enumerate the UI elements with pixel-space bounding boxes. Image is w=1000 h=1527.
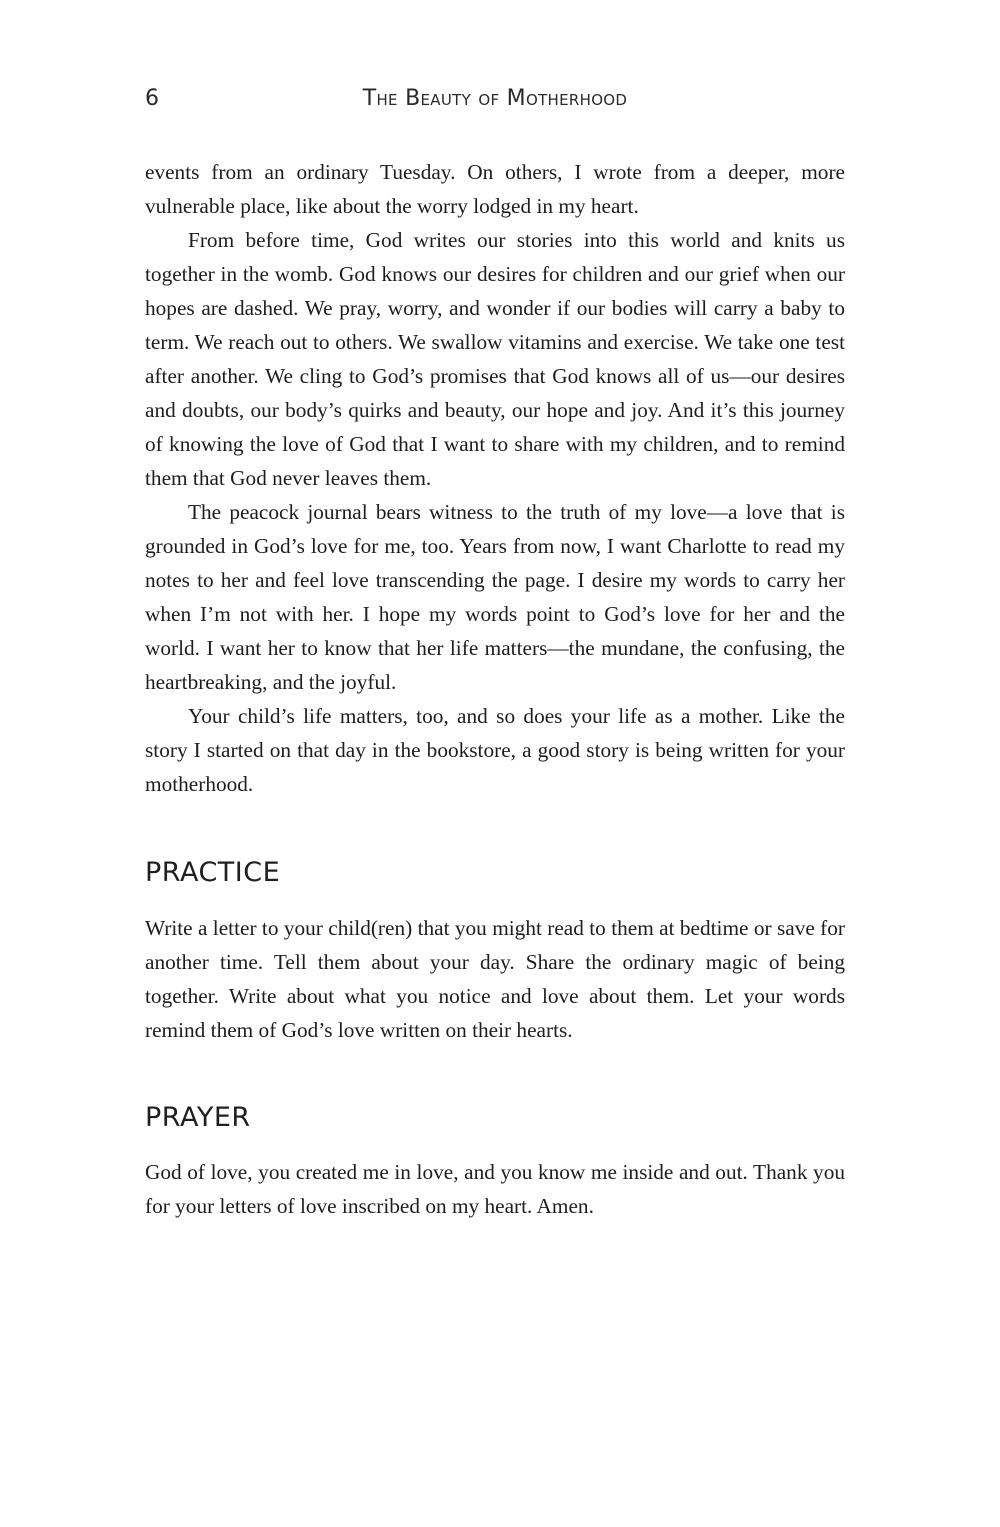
practice-section	[145, 911, 845, 1047]
prayer-heading: PRAYER	[145, 1102, 251, 1133]
paragraph-1: events from an ordinary Tuesday. On others, I wrote from a deeper, more vulnerable place, like about the worry lodged in my heart.	[145, 160, 845, 218]
page-number: 6	[145, 86, 159, 111]
practice-heading: PRACTICE	[145, 857, 281, 888]
running-header	[145, 84, 845, 114]
book-title: The Beauty of Motherhood	[362, 86, 628, 111]
main-text	[145, 155, 845, 801]
prayer-section	[145, 1155, 845, 1223]
paragraph-4: Your child’s life matters, too, and so does your life as a mother. Like the story I started on that day in the bookstore, a good story is being written for your motherhood.	[145, 704, 845, 796]
paragraph-2: From before time, God writes our stories into this world and knits us together in the womb. God knows our desires for children and our grief when our hopes are dashed. We pray, worry, and wonder if our bodies will carry a baby to term. We reach out to others. We swallow vitamins and exercise. We take one test after another. We cling to God’s promises that God knows all of us—our desires and doubts, our body’s quirks and beauty, our hope and joy. And it’s this journey of knowing the love of God that I want to share with my children, and to remind them that God never leaves them.	[145, 228, 845, 490]
prayer-text: God of love, you created me in love, and you know me inside and out. Thank you for your letters of love inscribed on my heart. Amen.	[145, 1160, 845, 1218]
practice-text: Write a letter to your child(ren) that you might read to them at bedtime or save for another time. Tell them about your day. Share the ordinary magic of being together. Write about what you notice and love about them. Let your words remind them of God’s love written on their hearts.	[145, 916, 845, 1042]
paragraph-3: The peacock journal bears witness to the truth of my love—a love that is grounded in God’s love for me, too. Years from now, I want Charlotte to read my notes to her and feel love transcending the page. I desire my words to carry her when I’m not with her. I hope my words point to God’s love for her and the world. I want her to know that her life matters—the mundane, the confusing, the heartbreaking, and the joyful.	[145, 500, 845, 694]
